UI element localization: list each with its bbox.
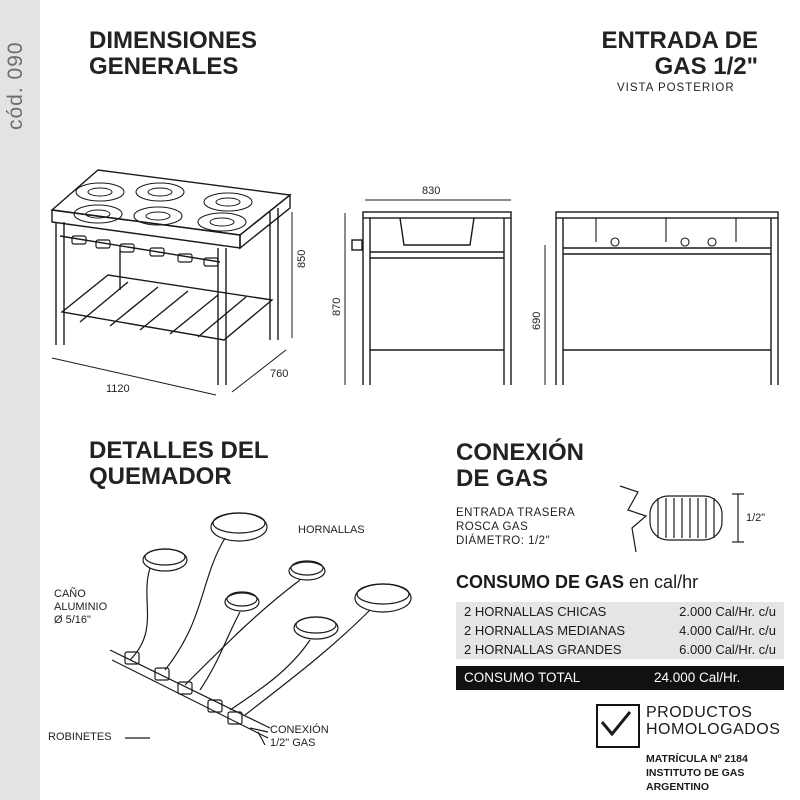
consumo-title: CONSUMO DE GAS <box>456 572 625 592</box>
dim-850: 850 <box>296 249 308 268</box>
dim-830: 830 <box>422 185 441 197</box>
heading-line: DE GAS <box>456 465 549 492</box>
dim-760: 760 <box>270 368 289 380</box>
heading-line: GENERALES <box>89 53 239 80</box>
text-line: HOMOLOGADOS <box>646 721 781 738</box>
row-label: 2 HORNALLAS MEDIANAS <box>464 623 626 638</box>
label-cano <box>54 588 107 627</box>
stove-side-view-drawing <box>352 212 511 385</box>
row-label: 2 HORNALLAS CHICAS <box>464 604 607 619</box>
dim-870: 870 <box>331 297 343 316</box>
text-line: DIÁMETRO: 1/2" <box>456 535 551 547</box>
vista-posterior-label: VISTA POSTERIOR <box>617 82 735 94</box>
label-line: ALUMINIO <box>54 601 108 613</box>
heading-line: GAS 1/2" <box>654 53 758 80</box>
row-value: 6.000 Cal/Hr. c/u <box>679 642 776 657</box>
text-line: MATRÍCULA Nº 2184 <box>646 753 748 765</box>
label-line: CONEXIÓN <box>270 724 329 736</box>
heading-line: CONEXIÓN <box>456 439 585 466</box>
total-label: CONSUMO TOTAL <box>464 670 581 685</box>
certification-details <box>646 752 800 794</box>
consumo-total-row <box>456 666 784 690</box>
gas-connection-text <box>456 506 575 548</box>
dimension-lines <box>52 200 545 395</box>
heading-line: DIMENSIONES <box>89 27 258 54</box>
label-robinetes: ROBINETES <box>48 731 112 743</box>
hose-size-label: 1/2" <box>746 512 766 524</box>
heading-line: DETALLES DEL <box>89 437 269 464</box>
label-hornallas: HORNALLAS <box>298 524 365 536</box>
row-label: 2 HORNALLAS GRANDES <box>464 642 622 657</box>
label-line: Ø 5/16" <box>54 614 91 626</box>
consumo-heading <box>456 572 698 593</box>
row-value: 2.000 Cal/Hr. c/u <box>679 604 776 619</box>
total-value: 24.000 Cal/Hr. <box>654 670 741 685</box>
table-row <box>456 621 784 640</box>
certification-checkbox-icon <box>596 704 640 748</box>
text-line: PRODUCTOS <box>646 704 753 721</box>
consumo-unit: en cal/hr <box>629 572 699 592</box>
dim-1120: 1120 <box>106 383 130 395</box>
heading-line: QUEMADOR <box>89 463 232 490</box>
heading-line: ENTRADA DE <box>601 27 758 54</box>
label-line: CAÑO <box>54 588 86 600</box>
certification-title <box>646 704 780 738</box>
burner-detail-drawing <box>110 513 411 745</box>
stove-rear-view-drawing <box>556 212 778 385</box>
label-conexion <box>270 724 329 750</box>
consumo-table <box>456 602 784 659</box>
text-line: ROSCA GAS <box>456 521 529 533</box>
text-line: INSTITUTO DE GAS ARGENTINO <box>646 767 745 793</box>
text-line: ENTRADA TRASERA <box>456 507 576 519</box>
row-value: 4.000 Cal/Hr. c/u <box>679 623 776 638</box>
table-row <box>456 640 784 659</box>
label-line: 1/2" GAS <box>270 737 316 749</box>
product-code: cód. 090 <box>4 41 27 130</box>
gas-hose-drawing <box>620 486 744 552</box>
table-row <box>456 602 784 621</box>
stove-isometric-drawing <box>52 170 290 385</box>
dim-690: 690 <box>531 311 543 330</box>
